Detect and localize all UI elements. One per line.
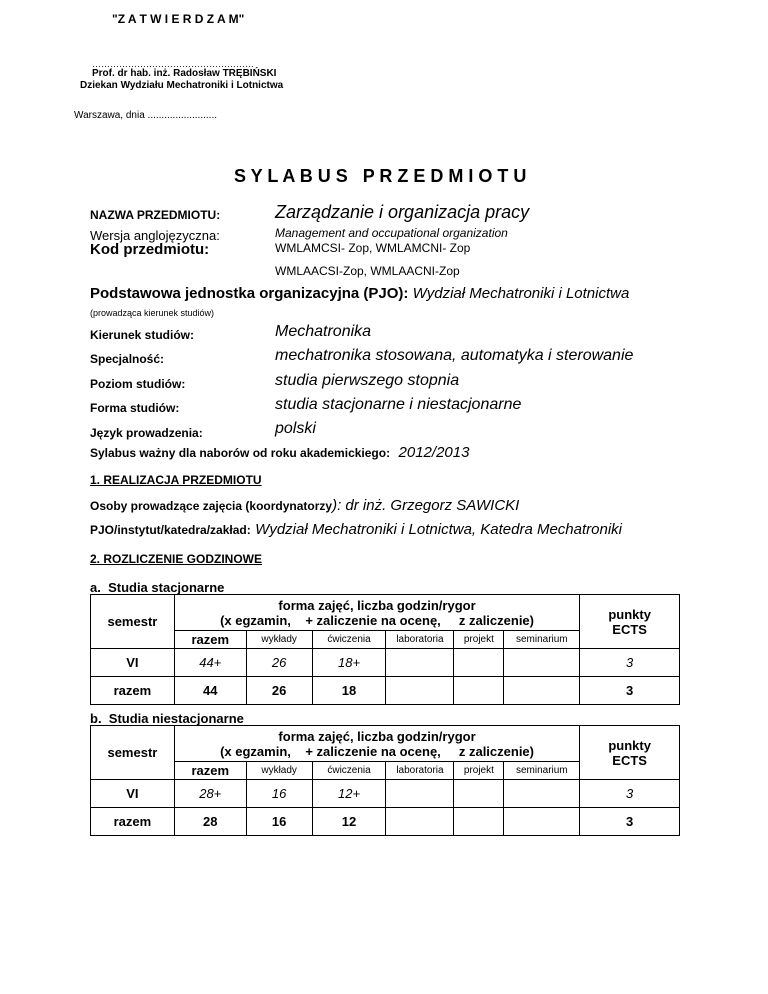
section2-heading: 2. ROZLICZENIE GODZINOWE (90, 552, 263, 566)
cell-razem: 44+ (174, 649, 246, 677)
field-label-forma: Forma studiów: (90, 401, 180, 415)
pjo-label: Podstawowa jednostka organizacyjna (PJO): (90, 285, 409, 302)
cell-laboratoria (386, 677, 454, 705)
header-ects (580, 595, 680, 649)
table-row (91, 677, 680, 705)
cell-projekt (454, 780, 504, 808)
code-value-1: WMLAMCSI- Zop, WMLAMCNI- Zop (275, 241, 471, 255)
english-value: Management and occupational organization (275, 226, 508, 240)
header-ects-label: ECTS (612, 752, 647, 768)
field-value-poziom: studia pierwszego stopnia (275, 372, 460, 389)
header-laboratoria: laboratoria (386, 762, 454, 780)
header-punkty: punkty (608, 606, 651, 622)
header-forma (174, 726, 579, 762)
cell-projekt (454, 677, 504, 705)
hours-table-niestacjonarne (90, 725, 680, 836)
header-forma-line1: forma zajęć, liczba godzin/rygor (278, 728, 476, 744)
unit-line (90, 521, 622, 539)
pjo-value: Wydział Mechatroniki i Lotnictwa (412, 285, 630, 302)
cell-cwiczenia: 18 (312, 677, 386, 705)
cell-projekt (454, 808, 504, 836)
header-semestr: semestr (91, 595, 175, 649)
english-label: Wersja anglojęzyczna: (90, 228, 220, 243)
course-name-label: NAZWA PRZEDMIOTU: (90, 208, 221, 222)
header-cwiczenia: ćwiczenia (312, 631, 386, 649)
cell-semestr: razem (91, 808, 175, 836)
header-forma-line2: (x egzamin, + zaliczenie na ocenę, z zaliczenie) (220, 612, 534, 628)
field-value-forma: studia stacjonarne i niestacjonarne (275, 396, 522, 413)
header-wyklady: wykłady (246, 631, 312, 649)
header-seminarium: seminarium (504, 631, 580, 649)
cell-wyklady: 26 (246, 677, 312, 705)
hours-table-stacjonarne (90, 594, 680, 705)
cell-wyklady: 16 (246, 808, 312, 836)
cell-seminarium (504, 808, 580, 836)
validity-label: Sylabus ważny dla naborów od roku akademickiego: (90, 446, 391, 460)
header-forma-line1: forma zajęć, liczba godzin/rygor (278, 597, 476, 613)
table-row (91, 780, 680, 808)
cell-ects: 3 (580, 677, 680, 705)
cell-razem: 28+ (174, 780, 246, 808)
place-date: Warszawa, dnia ......................... (74, 110, 218, 121)
header-projekt: projekt (454, 631, 504, 649)
cell-semestr: VI (91, 780, 175, 808)
cell-ects: 3 (580, 780, 680, 808)
cell-ects: 3 (580, 649, 680, 677)
coordinator-label: Osoby prowadzące zajęcia (koordynatorzy (90, 499, 333, 513)
validity-value: 2012/2013 (398, 444, 470, 461)
pjo-line (90, 285, 629, 302)
header-ects-label: ECTS (612, 621, 647, 637)
cell-laboratoria (386, 649, 454, 677)
table-row (91, 649, 680, 677)
field-label-jezyk: Język prowadzenia: (90, 426, 203, 440)
cell-razem: 44 (174, 677, 246, 705)
cell-seminarium (504, 677, 580, 705)
header-cwiczenia: ćwiczenia (312, 762, 386, 780)
field-label-kierunek: Kierunek studiów: (90, 328, 195, 342)
signer-title: Dziekan Wydziału Mechatroniki i Lotnictwa (80, 80, 284, 91)
cell-laboratoria (386, 780, 454, 808)
page-title: S Y L A B U S P R Z E D M I O T U (234, 166, 527, 186)
field-value-jezyk: polski (275, 420, 316, 437)
unit-value: Wydział Mechatroniki i Lotnictwa, Katedra Mechatroniki (255, 521, 622, 538)
cell-seminarium (504, 780, 580, 808)
cell-cwiczenia: 18+ (312, 649, 386, 677)
code-label: Kod przedmiotu: (90, 241, 210, 258)
cell-laboratoria (386, 808, 454, 836)
table-a-title: a. Studia stacjonarne (90, 580, 225, 595)
cell-projekt (454, 649, 504, 677)
cell-ects: 3 (580, 808, 680, 836)
field-value-specjalnosc: mechatronika stosowana, automatyka i sterowanie (275, 347, 634, 364)
coordinator-line (90, 497, 519, 515)
signer-name: Prof. dr hab. inż. Radosław TRĘBIŃSKI (92, 68, 277, 79)
cell-wyklady: 26 (246, 649, 312, 677)
header-wyklady: wykłady (246, 762, 312, 780)
unit-label: PJO/instytut/katedra/zakład: (90, 523, 251, 537)
cell-semestr: razem (91, 677, 175, 705)
cell-cwiczenia: 12+ (312, 780, 386, 808)
header-seminarium: seminarium (504, 762, 580, 780)
header-ects (580, 726, 680, 780)
cell-seminarium (504, 649, 580, 677)
coordinator-value: ): dr inż. Grzegorz SAWICKI (332, 497, 520, 514)
course-name-value: Zarządzanie i organizacja pracy (275, 202, 530, 222)
code-value-2: WMLAACSI-Zop, WMLAACNI-Zop (275, 264, 460, 278)
validity-line (90, 444, 469, 462)
header-razem: razem (174, 631, 246, 649)
cell-razem: 28 (174, 808, 246, 836)
section1-heading: 1. REALIZACJA PRZEDMIOTU (90, 473, 262, 487)
approval-heading: "Z A T W I E R D Z A M" (112, 12, 245, 26)
signature-dots: ……………………………………………… (92, 59, 254, 69)
field-value-kierunek: Mechatronika (275, 323, 372, 340)
cell-wyklady: 16 (246, 780, 312, 808)
field-label-poziom: Poziom studiów: (90, 377, 186, 391)
header-razem: razem (174, 762, 246, 780)
table-row (91, 808, 680, 836)
header-semestr: semestr (91, 726, 175, 780)
cell-semestr: VI (91, 649, 175, 677)
field-label-specjalnosc: Specjalność: (90, 352, 165, 366)
cell-cwiczenia: 12 (312, 808, 386, 836)
header-projekt: projekt (454, 762, 504, 780)
pjo-note: (prowadząca kierunek studiów) (90, 308, 215, 318)
header-laboratoria: laboratoria (386, 631, 454, 649)
table-b-title: b. Studia niestacjonarne (90, 711, 244, 726)
header-forma (174, 595, 579, 631)
header-forma-line2: (x egzamin, + zaliczenie na ocenę, z zaliczenie) (220, 743, 534, 759)
header-punkty: punkty (608, 737, 651, 753)
